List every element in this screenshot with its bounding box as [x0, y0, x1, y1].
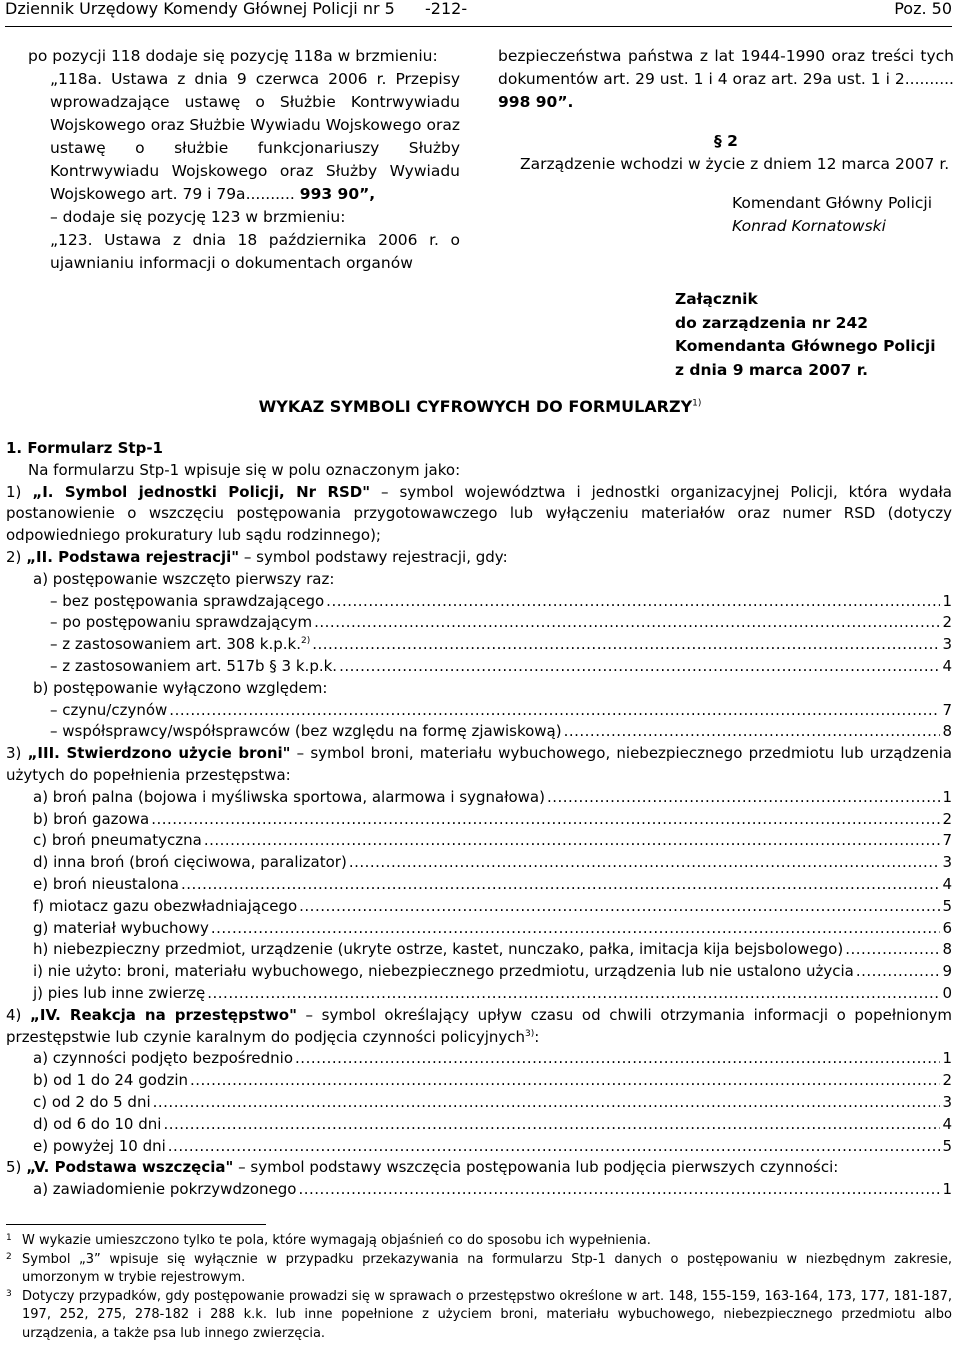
symbol-2-b: b) postępowanie wyłączono względem: — [33, 678, 328, 697]
dot-leader — [314, 612, 940, 634]
footnote-text: Symbol „3” wpisuje się wyłącznie w przypadku przekazywania na formularzu Stp-1 danych o postępowaniu w niezbędnym zakresie, umorzonym w trybie rejestrowym. — [22, 1251, 952, 1285]
reaction-time-code: 5 — [942, 1136, 952, 1155]
exclusion-basis-label: – czynu/czynów — [50, 700, 168, 719]
exclusion-basis-code: 7 — [942, 700, 952, 719]
footnote-rule — [6, 1224, 266, 1225]
weapon-code: 6 — [942, 918, 952, 937]
registration-basis-item — [6, 634, 952, 656]
dot-leader — [190, 1070, 940, 1092]
weapon-label: j) pies lub inne zwierzę — [33, 983, 206, 1002]
dot-leader — [856, 961, 941, 983]
weapon-code: 2 — [942, 809, 952, 828]
annex-line-4: z dnia 9 marca 2007 r. — [675, 360, 869, 379]
symbol-1: 1) „I. Symbol jednostki Policji, Nr RSD" – symbol województwa i jednostki organizacyjnej Policji, która wydała postanowienie o wszczęciu postępowania przygotowawczego lub wyłączeniu materiałów oraz numer RSD (dotyczy odpowiedniego prokuratury lub sądu rodzinnego); — [6, 482, 952, 545]
symbol-2-b-list — [6, 700, 952, 744]
symbol-4: 4) „IV. Reakcja na przestępstwo" – symbol określający upływ czasu od chwili otrzymania informacji o popełnionym przestępstwie lub czynie karalnym do podjęcia czynności policyjnych$^{3)}$: — [6, 1005, 952, 1046]
reaction-time-item — [6, 1070, 952, 1092]
dot-leader — [299, 896, 940, 918]
dot-leader — [349, 852, 941, 874]
symbol-5-list — [6, 1179, 952, 1201]
dot-leader — [547, 787, 941, 809]
footnotes — [6, 1232, 952, 1343]
symbol-2-a-list — [6, 591, 952, 678]
reaction-time-item — [6, 1136, 952, 1158]
footnote — [6, 1232, 952, 1251]
symbol-2-a: a) postępowanie wszczęto pierwszy raz: — [33, 569, 335, 588]
right-p1: bezpieczeństwa państwa z lat 1944-1990 oraz treści tych dokumentów art. 29 ust. 1 i 4 oraz art. 29a ust. 1 i 2.......... 998 90”. — [498, 47, 954, 111]
footnote-number: 2 — [6, 1251, 12, 1262]
dot-leader — [845, 939, 940, 961]
dot-leader — [163, 1114, 940, 1136]
form-body — [6, 438, 952, 1201]
reaction-time-label: a) czynności podjęto bezpośrednio — [33, 1049, 294, 1068]
weapon-code: 5 — [942, 896, 952, 915]
exclusion-basis-code: 8 — [942, 722, 952, 741]
annex-line-1: Załącznik — [675, 290, 758, 308]
weapon-item — [6, 939, 952, 961]
weapon-code: 9 — [942, 962, 952, 981]
dot-leader — [339, 656, 940, 678]
weapon-label: h) niebezpieczny przedmiot, urządzenie (ukryte ostrze, kastet, nunczako, pałka, imitacja kija bejsbolowego) — [33, 940, 844, 959]
right-column — [498, 45, 954, 238]
annex-block — [675, 288, 936, 382]
signature-role: Komendant Główny Policji — [732, 194, 933, 212]
weapon-label: b) broń gazowa — [33, 809, 150, 828]
weapon-item — [6, 809, 952, 831]
weapon-label: f) miotacz gazu obezwładniającego — [33, 896, 298, 915]
registration-basis-label: – z zastosowaniem art. 308 k.p.k.$^{2)}$ — [50, 635, 311, 654]
reaction-time-code: 2 — [942, 1071, 952, 1090]
left-p1: po pozycji 118 dodaje się pozycję 118a w brzmieniu: — [28, 47, 438, 65]
left-p4: „123. Ustawa z dnia 18 października 2006 r. o ujawnianiu informacji o dokumentach organów — [50, 231, 460, 272]
weapon-item — [6, 961, 952, 983]
reaction-time-item — [6, 1092, 952, 1114]
weapon-item — [6, 874, 952, 896]
dot-leader — [211, 918, 941, 940]
weapon-label: i) nie użyto: broni, materiału wybuchowego, niebezpiecznego przedmiotu, urządzenia lub nie ustalono użycia — [33, 962, 854, 981]
registration-basis-label: – po postępowaniu sprawdzającym — [50, 613, 313, 632]
registration-basis-item — [6, 591, 952, 613]
dot-leader — [207, 983, 940, 1005]
symbol-5: 5) „V. Podstawa wszczęcia" – symbol podstawy wszczęcia postępowania lub podjęcia pierwszych czynności: — [6, 1158, 839, 1177]
initiation-basis-code: 1 — [942, 1180, 952, 1199]
weapon-code: 3 — [942, 853, 952, 872]
weapon-label: d) inna broń (broń cięciwowa, paralizator) — [33, 853, 347, 872]
reaction-time-label: c) od 2 do 5 dni — [33, 1092, 151, 1111]
weapon-item — [6, 830, 952, 852]
reaction-time-item — [6, 1048, 952, 1070]
page-header — [5, 0, 952, 22]
symbol-3-list — [6, 787, 952, 1005]
dot-leader — [312, 634, 940, 656]
footnote — [6, 1251, 952, 1288]
initiation-basis-item — [6, 1179, 952, 1201]
weapon-code: 4 — [942, 874, 952, 893]
registration-basis-label: – bez postępowania sprawdzającego — [50, 591, 325, 610]
right-p2: Zarządzenie wchodzi w życie z dniem 12 marca 2007 r. — [520, 155, 950, 173]
registration-basis-code: 4 — [942, 656, 952, 675]
weapon-label: e) broń nieustalona — [33, 874, 180, 893]
left-p3: – dodaje się pozycję 123 w brzmieniu: — [50, 208, 346, 226]
registration-basis-code: 1 — [942, 591, 952, 610]
weapon-item — [6, 787, 952, 809]
symbol-4-list — [6, 1048, 952, 1157]
registration-basis-label: – z zastosowaniem art. 517b § 3 k.p.k. — [50, 656, 338, 675]
section-2-heading: § 2 — [714, 132, 738, 150]
weapon-item — [6, 852, 952, 874]
symbol-2: 2) „II. Podstawa rejestracji" – symbol podstawy rejestracji, gdy: — [6, 547, 508, 566]
form-heading: 1. Formularz Stp-1 — [6, 439, 163, 457]
annex-line-2: do zarządzenia nr 242 — [675, 313, 869, 332]
weapon-label: a) broń palna (bojowa i myśliwska sportowa, alarmowa i sygnałowa) — [33, 787, 545, 806]
weapon-label: g) materiał wybuchowy — [33, 918, 209, 937]
position-number: Poz. 50 — [894, 0, 952, 18]
dot-leader — [181, 874, 940, 896]
page-number: -212- — [425, 0, 468, 18]
dot-leader — [564, 721, 941, 743]
document-title: WYKAZ SYMBOLI CYFROWYCH DO FORMULARZY$^{1)}$ — [258, 397, 702, 416]
dot-leader — [153, 1092, 941, 1114]
reaction-time-item — [6, 1114, 952, 1136]
footnote-number: 1 — [6, 1233, 12, 1243]
dot-leader — [169, 700, 940, 722]
dot-leader — [204, 830, 941, 852]
symbol-3: 3) „III. Stwierdzono użycie broni" – symbol broni, materiału wybuchowego, niebezpiecznego przedmiotu lub urządzenia użytych do popełnienia przestępstwa: — [6, 744, 952, 784]
dot-leader — [168, 1136, 941, 1158]
left-p2: „118a. Ustawa z dnia 9 czerwca 2006 r. Przepisy wprowadzające ustawę o Służbie Kontrwywiadu Wojskowego oraz Służbie Wywiadu Wojskowego oraz ustawę o służbie funkcjonariuszy Służby Kontrwywiadu Wojskowego oraz Służby Wywiadu Wojskowego art. 79 i 79a.......... 993 90”, — [50, 70, 460, 203]
form-intro: Na formularzu Stp-1 wpisuje się w polu oznaczonym jako: — [28, 460, 461, 479]
reaction-time-code: 1 — [942, 1049, 952, 1068]
registration-basis-code: 2 — [942, 613, 952, 632]
reaction-time-code: 3 — [942, 1092, 952, 1111]
dot-leader — [298, 1179, 940, 1201]
weapon-label: c) broń pneumatyczna — [33, 831, 202, 850]
registration-basis-item — [6, 656, 952, 678]
annex-line-3: Komendanta Głównego Policji — [675, 337, 936, 355]
reaction-time-label: d) od 6 do 10 dni — [33, 1114, 162, 1133]
weapon-code: 7 — [942, 831, 952, 850]
weapon-item — [6, 983, 952, 1005]
reaction-time-code: 4 — [942, 1114, 952, 1133]
exclusion-basis-item — [6, 700, 952, 722]
reaction-time-label: e) powyżej 10 dni — [33, 1136, 166, 1155]
initiation-basis-label: a) zawiadomienie pokrzywdzonego — [33, 1180, 297, 1199]
registration-basis-item — [6, 612, 952, 634]
left-column — [28, 45, 460, 275]
weapon-code: 8 — [942, 940, 952, 959]
weapon-code: 0 — [942, 983, 952, 1002]
footnote-text: Dotyczy przypadków, gdy postępowanie prowadzi się w sprawach o przestępstwo określone w art. 148, 155-159, 163-164, 173, 177, 181-187, 197, 252, 275, 278-182 i 288 k.k. lub inne popełnione z użyciem broni, materiału wybuchowego, niebezpiecznego przedmiotu albo urządzenia, a także psa lub innego zwierzęcia. — [22, 1288, 952, 1341]
dot-leader — [295, 1048, 940, 1070]
journal-title: Dziennik Urzędowy Komendy Głównej Policji nr 5 — [5, 0, 395, 18]
dot-leader — [151, 809, 940, 831]
weapon-code: 1 — [942, 787, 952, 806]
registration-basis-code: 3 — [942, 635, 952, 654]
footnote-text: W wykazie umieszczono tylko te pola, które wymagają objaśnień co do sposobu ich wypełnienia. — [22, 1233, 651, 1248]
signature-name: Konrad Kornatowski — [732, 217, 886, 235]
footnote — [6, 1288, 952, 1344]
exclusion-basis-label: – współsprawcy/współsprawców (bez względu na formę zjawiskową) — [50, 722, 562, 741]
footnote-number: 3 — [6, 1288, 12, 1299]
reaction-time-label: b) od 1 do 24 godzin — [33, 1071, 189, 1090]
weapon-item — [6, 896, 952, 918]
header-rule — [5, 26, 952, 27]
exclusion-basis-item — [6, 721, 952, 743]
weapon-item — [6, 918, 952, 940]
dot-leader — [326, 591, 940, 613]
